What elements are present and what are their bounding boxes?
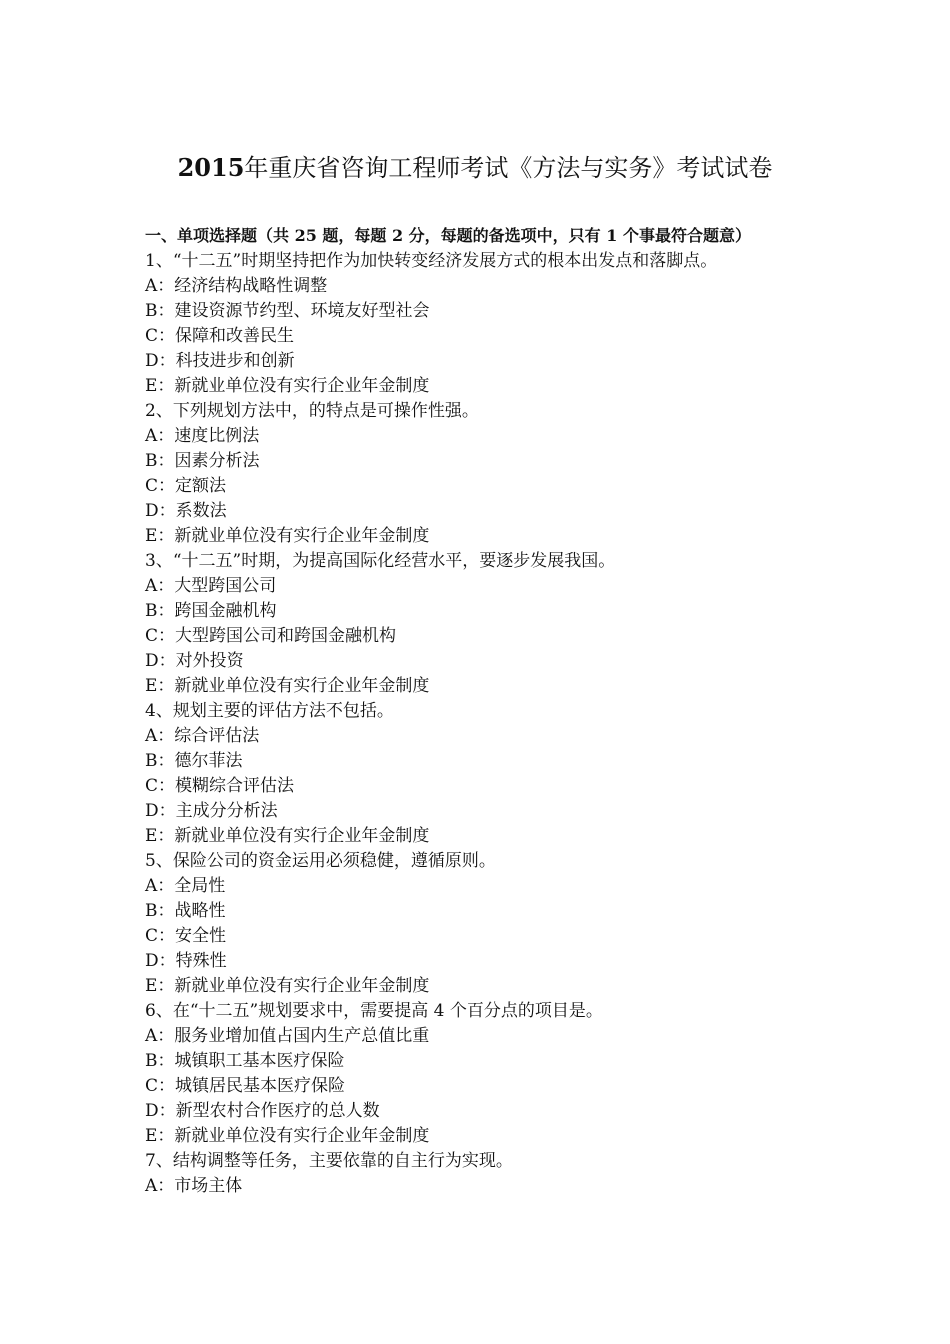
option-e: E：新就业单位没有实行企业年金制度 (145, 975, 430, 996)
question-stem: 3、“十二五”时期，为提高国际化经营水平，要逐步发展我国。 (145, 550, 616, 571)
question-4 (145, 699, 810, 849)
option-d: D：特殊性 (145, 950, 227, 971)
title-text: 年重庆省咨询工程师考试《方法与实务》考试试卷 (244, 154, 773, 182)
option-b: B：跨国金融机构 (145, 600, 277, 621)
question-2 (145, 399, 810, 549)
option-b: B：战略性 (145, 900, 226, 921)
option-c: C：定额法 (145, 475, 227, 496)
section-heading: 一、单项选择题（共 25 题，每题 2 分，每题的备选项中，只有 1 个事最符合题意） (145, 226, 751, 245)
option-d: D：新型农村合作医疗的总人数 (145, 1100, 380, 1121)
option-a: A：速度比例法 (145, 425, 260, 446)
option-a: A：全局性 (145, 875, 226, 896)
option-c: C：大型跨国公司和跨国金融机构 (145, 625, 397, 646)
question-stem: 7、结构调整等任务，主要依靠的自主行为实现。 (145, 1150, 513, 1171)
question-stem: 2、下列规划方法中，的特点是可操作性强。 (145, 400, 479, 421)
document-body (145, 224, 810, 1199)
option-e: E：新就业单位没有实行企业年金制度 (145, 825, 430, 846)
question-7 (145, 1149, 810, 1199)
option-b: B：城镇职工基本医疗保险 (145, 1050, 345, 1071)
option-c: C：保障和改善民生 (145, 325, 295, 346)
option-e: E：新就业单位没有实行企业年金制度 (145, 525, 430, 546)
question-stem: 1、“十二五”时期坚持把作为加快转变经济发展方式的根本出发点和落脚点。 (145, 250, 718, 271)
question-stem: 4、规划主要的评估方法不包括。 (145, 700, 394, 721)
option-d: D：对外投资 (145, 650, 244, 671)
question-1 (145, 249, 810, 399)
option-a: A：综合评估法 (145, 725, 260, 746)
option-b: B：因素分析法 (145, 450, 260, 471)
option-a: A：大型跨国公司 (145, 575, 277, 596)
option-c: C：城镇居民基本医疗保险 (145, 1075, 346, 1096)
option-b: B：德尔菲法 (145, 750, 243, 771)
question-3 (145, 549, 810, 699)
question-stem: 6、在“十二五”规划要求中，需要提高 4 个百分点的项目是。 (145, 1000, 603, 1021)
option-d: D：主成分分析法 (145, 800, 278, 821)
option-e: E：新就业单位没有实行企业年金制度 (145, 675, 430, 696)
option-a: A：经济结构战略性调整 (145, 275, 328, 296)
option-d: D：科技进步和创新 (145, 350, 295, 371)
option-e: E：新就业单位没有实行企业年金制度 (145, 375, 430, 396)
option-d: D：系数法 (145, 500, 227, 521)
option-a: A：市场主体 (145, 1175, 243, 1196)
option-c: C：安全性 (145, 925, 227, 946)
option-a: A：服务业增加值占国内生产总值比重 (145, 1025, 430, 1046)
question-6 (145, 999, 810, 1149)
title-year: 2015 (177, 153, 245, 182)
document-title (0, 150, 950, 186)
question-stem: 5、保险公司的资金运用必须稳健，遵循原则。 (145, 850, 496, 871)
option-b: B：建设资源节约型、环境友好型社会 (145, 300, 430, 321)
question-5 (145, 849, 810, 999)
option-e: E：新就业单位没有实行企业年金制度 (145, 1125, 430, 1146)
option-c: C：模糊综合评估法 (145, 775, 295, 796)
